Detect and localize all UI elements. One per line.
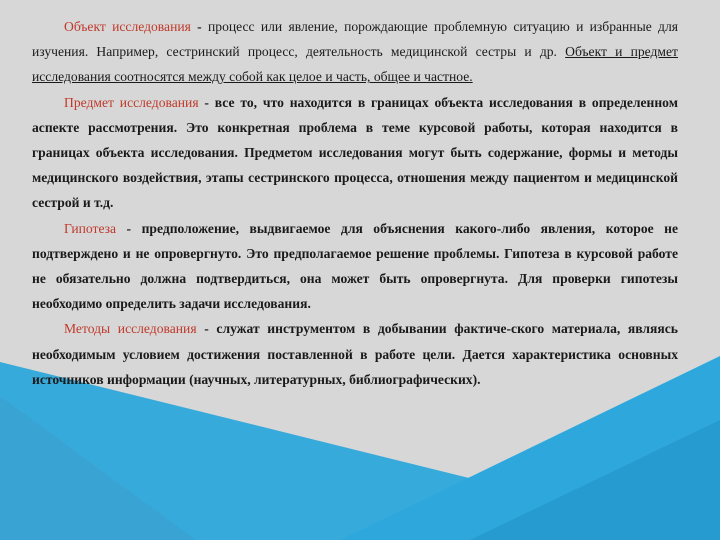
paragraph-methods [32, 316, 678, 392]
document-text [32, 14, 678, 392]
term-subject: Предмет исследования [64, 94, 199, 110]
paragraph-subject [32, 90, 678, 216]
definition-hypothesis: предположение, выдвигаемое для объяснения какого-либо явления, которое не подтверждено и не опровергнуто. Это предполагаемое решение проблемы. Гипотеза в курсовой работе не обязательно должна подтвердиться, она может быть опровергнута. Для проверки гипотезы необходимо определить задачи исследования. [32, 220, 679, 312]
dash: - [116, 220, 142, 236]
definition-subject: все то, что находится в границах объекта исследования в определенном аспекте рассмотрения. Это конкретная проблема в теме курсовой работы, которая находится в границах объекта исследования. Предметом исследования могут быть содержание, формы и методы медицинского воздействия, этапы сестринского процесса, отношения между пациентом и медицинской сестрой и т.д. [32, 94, 678, 211]
dash: - [198, 94, 215, 110]
dash: - [190, 19, 208, 34]
paragraph-hypothesis [32, 216, 678, 317]
term-hypothesis: Гипотеза [64, 220, 117, 236]
paragraph-object [32, 14, 678, 90]
term-methods: Методы исследования [64, 321, 197, 337]
term-object: Объект исследования [64, 19, 191, 34]
definition-object: процесс или явление, порождающие проблемную ситуацию и избранные для изучения. Например, сестринский процесс, деятельность медицинской сестры и др. [32, 19, 678, 60]
object-subject-relation: Объект и предмет исследования соотносятся между собой как целое и часть, общее и частное. [32, 44, 678, 85]
dash: - [196, 321, 217, 337]
definition-methods: служат инструментом в добывании фактиче-ского материала, являясь необходимым условием достижения поставленной в работе цели. Дается характеристика основных источников информации (научных, литературных, библиографических). [32, 321, 678, 387]
